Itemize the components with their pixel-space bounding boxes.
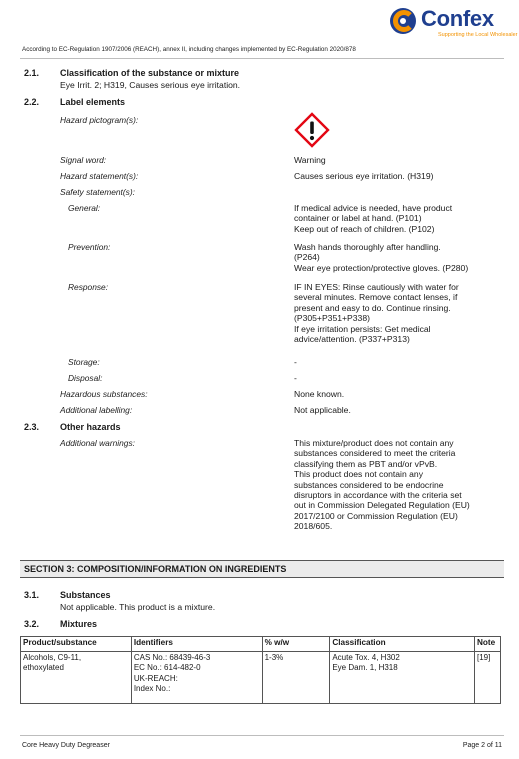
section-number: 2.1. — [24, 68, 40, 78]
section-number: 2.2. — [24, 97, 40, 107]
general-value — [294, 203, 506, 234]
footer-page-number: Page 2 of 11 — [462, 742, 502, 749]
classification-cell — [330, 652, 475, 704]
text-line: Keep out of reach of children. (P102) — [294, 223, 435, 234]
mixtures-table — [20, 636, 501, 704]
signal-word-label: Signal word: — [60, 155, 107, 165]
disposal-label: Disposal: — [68, 373, 103, 383]
text-line: If eye irritation persists: Get medical — [294, 323, 431, 334]
section-title: Classification of the substance or mixture — [60, 68, 240, 78]
table-header-row — [21, 637, 501, 652]
signal-word-value: Warning — [294, 155, 326, 165]
section-title: Substances — [60, 590, 111, 600]
section-title: Label elements — [60, 97, 126, 107]
column-header: % w/w — [262, 637, 330, 652]
additional-warnings-value — [294, 438, 506, 532]
general-label: General: — [68, 203, 101, 213]
substances-text: Not applicable. This product is a mixture. — [60, 602, 216, 612]
text-line: If medical advice is needed, have product — [294, 203, 453, 213]
text-line: advice/attention. (P337+P313) — [294, 334, 410, 345]
text-line: Acute Tox. 4, H302 — [332, 653, 400, 662]
text-line: This mixture/product does not contain any — [294, 438, 454, 448]
identifiers-cell — [131, 652, 262, 704]
text-line: Eye Dam. 1, H318 — [332, 663, 398, 673]
text-line: container or label at hand. (P101) — [294, 213, 422, 224]
section-number: 3.2. — [24, 619, 40, 629]
additional-labelling-label: Additional labelling: — [60, 405, 133, 415]
section-title: Mixtures — [60, 619, 98, 629]
exclamation-mark-diamond-icon — [294, 112, 330, 148]
brand-tagline: Supporting the Local Wholesaler — [438, 32, 518, 38]
text-line: (P264) — [294, 252, 320, 263]
text-line: several minutes. Remove contact lenses, if — [294, 292, 458, 303]
hazard-statements-label: Hazard statement(s): — [60, 171, 139, 181]
additional-warnings-label: Additional warnings: — [60, 438, 135, 448]
percent-cell: 1-3% — [262, 652, 330, 704]
hazardous-substances-value: None known. — [294, 389, 345, 399]
confex-logo-mark-icon — [388, 6, 418, 36]
storage-label: Storage: — [68, 357, 100, 367]
column-header: Identifiers — [131, 637, 262, 652]
text-line: out in Commission Delegated Regulation (EU) — [294, 500, 470, 511]
text-line: (P305+P351+P338) — [294, 313, 370, 324]
text-line: disruptors in accordance with the criteria set — [294, 490, 462, 501]
hazardous-substances-label: Hazardous substances: — [60, 389, 148, 399]
section-title: Other hazards — [60, 422, 121, 432]
confex-logo — [388, 6, 518, 40]
section-3-header — [20, 560, 504, 578]
text-line: This product does not contain any — [294, 469, 423, 480]
product-cell — [21, 652, 132, 704]
text-line: 2017/2100 or Commission Regulation (EU) — [294, 510, 458, 521]
additional-labelling-value: Not applicable. — [294, 405, 351, 415]
response-value — [294, 282, 506, 344]
text-line: Alcohols, C9-11, — [23, 653, 82, 662]
footer-product-name: Core Heavy Duty Degreaser — [22, 742, 110, 749]
classification-text: Eye Irrit. 2; H319, Causes serious eye irritation. — [60, 80, 241, 90]
column-header: Note — [474, 637, 500, 652]
safety-statements-label: Safety statement(s): — [60, 187, 135, 197]
storage-value: - — [294, 357, 297, 367]
footer-divider — [20, 735, 504, 736]
note-cell: [19] — [474, 652, 500, 704]
text-line: UK-REACH: — [133, 673, 178, 683]
text-line: CAS No.: 68439-46-3 — [133, 653, 211, 662]
text-line: Wear eye protection/protective gloves. (P280) — [294, 262, 469, 273]
table-row — [21, 652, 501, 704]
disposal-value: - — [294, 373, 297, 383]
text-line: 2018/605. — [294, 521, 333, 532]
text-line: classifying them as PBT and/or vPvB. — [294, 458, 438, 469]
prevention-value — [294, 242, 506, 273]
column-header: Product/substance — [21, 637, 132, 652]
text-line: substances considered to be endocrine — [294, 479, 444, 490]
text-line: Wash hands thoroughly after handling. — [294, 242, 441, 252]
text-line: present and easy to do. Continue rinsing. — [294, 302, 451, 313]
hazard-pictogram-label: Hazard pictogram(s): — [60, 115, 139, 125]
column-header: Classification — [330, 637, 475, 652]
hazard-statements-value: Causes serious eye irritation. (H319) — [294, 171, 434, 181]
text-line: ethoxylated — [23, 663, 64, 673]
text-line: Index No.: — [133, 683, 171, 693]
response-label: Response: — [68, 282, 109, 292]
brand-name: Confex — [421, 6, 494, 31]
text-line: substances considered to meet the criteria — [294, 448, 456, 459]
text-line: EC No.: 614-482-0 — [133, 663, 201, 673]
text-line: IF IN EYES: Rinse cautiously with water for — [294, 282, 459, 292]
prevention-label: Prevention: — [68, 242, 111, 252]
regulation-line: According to EC-Regulation 1907/2006 (REACH), annex II, including changes implemented by EC-Regulation 2020/878 — [22, 46, 356, 53]
section-3-title: SECTION 3: COMPOSITION/INFORMATION ON INGREDIENTS — [24, 564, 287, 574]
section-number: 2.3. — [24, 422, 40, 432]
header-divider — [20, 58, 504, 59]
section-number: 3.1. — [24, 590, 40, 600]
